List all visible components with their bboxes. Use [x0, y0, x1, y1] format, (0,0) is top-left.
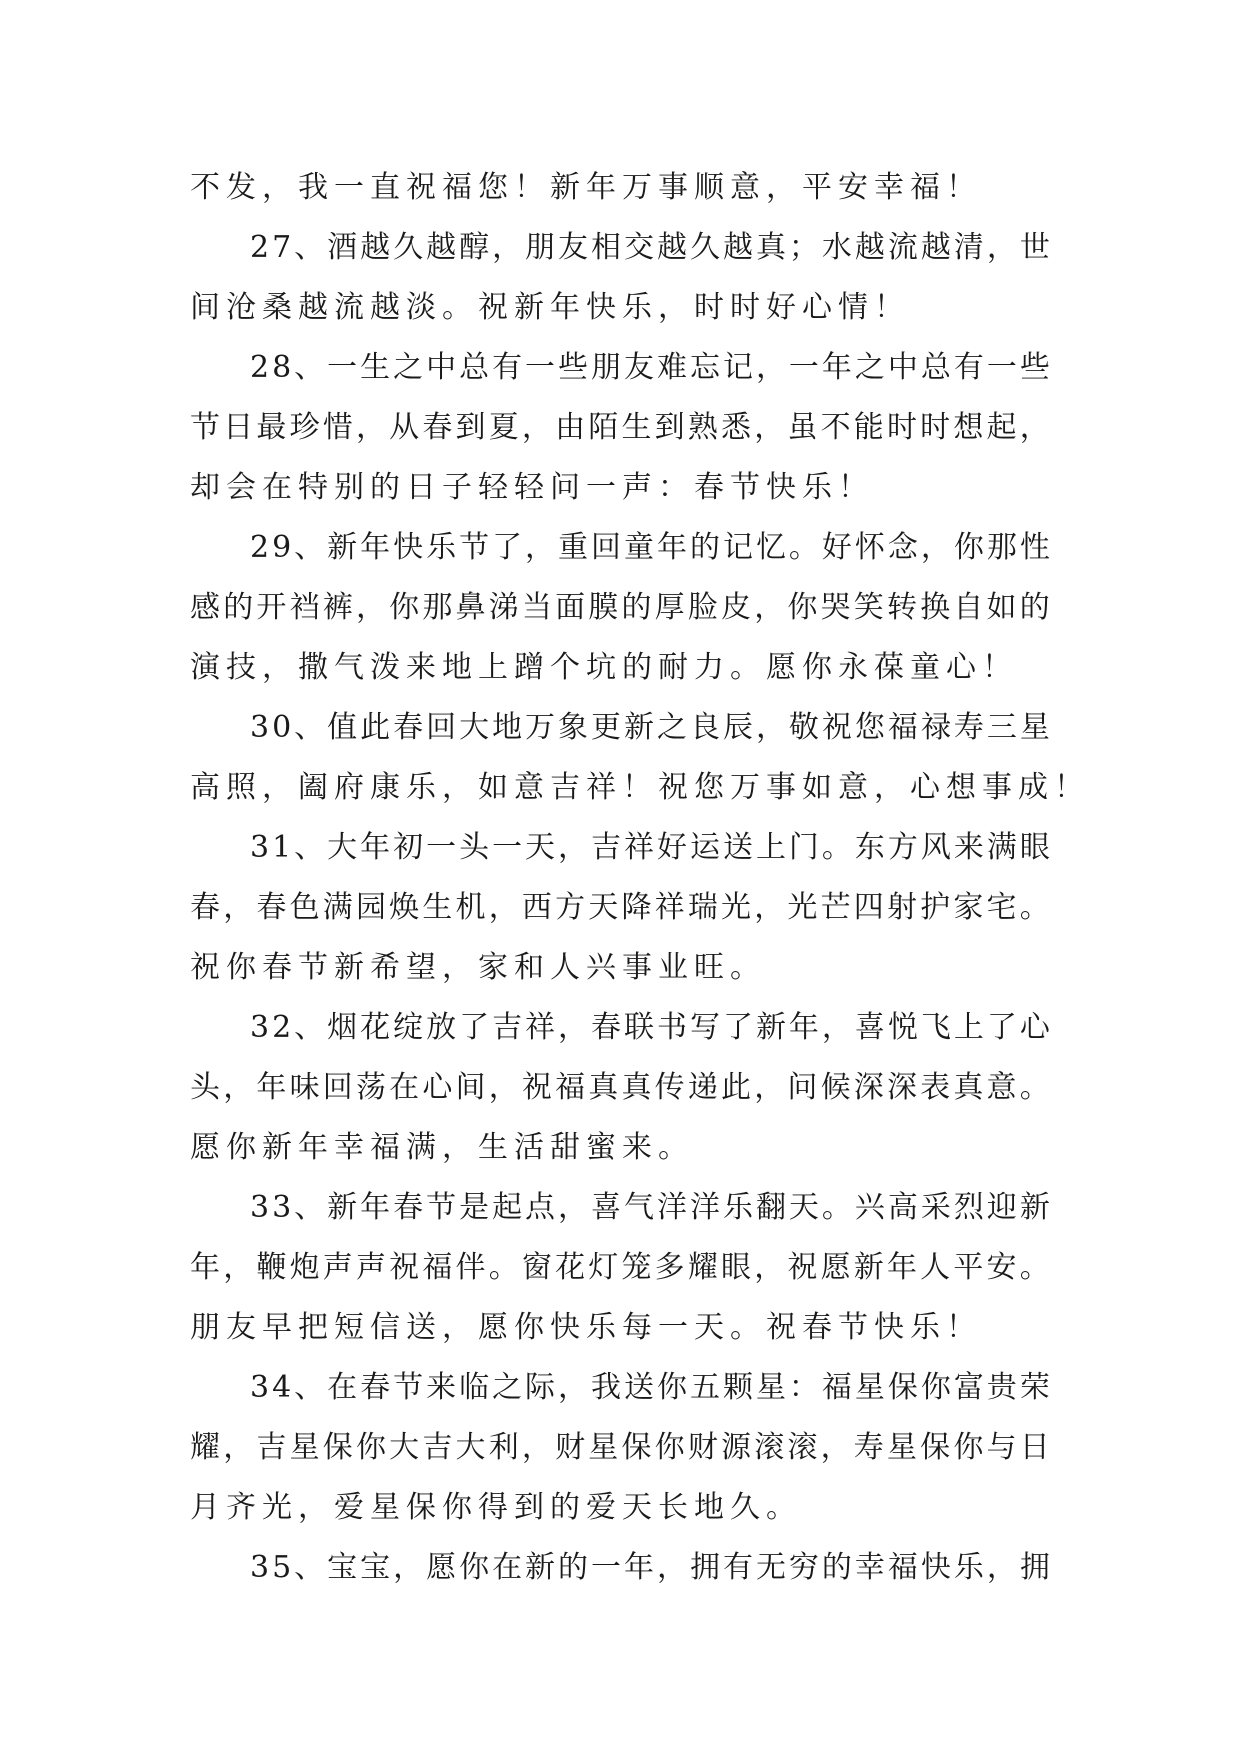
text-line: 2 7 、 酒 越 久 越 醇 ， 朋 友 相 交 越 久 越 真 ； 水 越 流 越 清 ， 世: [250, 230, 1050, 265]
text-line: 耀 ， 吉 星 保 你 大 吉 大 利 ， 财 星 保 你 财 源 滚 滚 ， 寿 星 保 你 与 日: [190, 1430, 1050, 1465]
text-line: 间沧桑越流越淡。祝新年快乐，时时好心情！: [190, 290, 910, 325]
text-line: 感 的 开 裆 裤 ， 你 那 鼻 涕 当 面 膜 的 厚 脸 皮 ， 你 哭 笑 转 换 自 如 的: [190, 590, 1050, 625]
text-line: 演技，撒气泼来地上蹭个坑的耐力。愿你永葆童心！: [190, 650, 1018, 685]
text-line: 却会在特别的日子轻轻问一声：春节快乐！: [190, 470, 874, 505]
paragraph: [190, 1358, 1050, 1538]
text-line: 3 2 、 烟 花 绽 放 了 吉 祥 ， 春 联 书 写 了 新 年 ， 喜 悦 飞 上 了 心: [250, 1010, 1050, 1045]
paragraph: [190, 1538, 1050, 1598]
paragraph: [190, 1178, 1050, 1358]
paragraph: [190, 698, 1090, 818]
paragraph: [190, 338, 1050, 518]
text-line: 高照，阖府康乐，如意吉祥！祝您万事如意，心想事成！: [190, 770, 1090, 805]
paragraph: [190, 518, 1050, 698]
text-line: 朋友早把短信送，愿你快乐每一天。祝春节快乐！: [190, 1310, 982, 1345]
paragraph: [190, 998, 1050, 1178]
text-line: 祝你春节新希望，家和人兴事业旺。: [190, 950, 766, 985]
document-body: [190, 158, 1090, 1598]
text-line: 不发，我一直祝福您！新年万事顺意，平安幸福！: [190, 170, 982, 205]
text-line: 3 4 、 在 春 节 来 临 之 际 ， 我 送 你 五 颗 星 ： 福 星 保 你 富 贵 荣: [250, 1370, 1050, 1405]
text-line: 3 3 、 新 年 春 节 是 起 点 ， 喜 气 洋 洋 乐 翻 天 。 兴 高 采 烈 迎 新: [250, 1190, 1050, 1225]
text-line: 春 ， 春 色 满 园 焕 生 机 ， 西 方 天 降 祥 瑞 光 ， 光 芒 四 射 护 家 宅 。: [190, 890, 1050, 925]
paragraph: [190, 218, 1050, 338]
text-line: 月齐光，爱星保你得到的爱天长地久。: [190, 1490, 802, 1525]
text-line: 头 ， 年 味 回 荡 在 心 间 ， 祝 福 真 真 传 递 此 ， 问 候 深 深 表 真 意 。: [190, 1070, 1050, 1105]
text-line: 3 0 、 值 此 春 回 大 地 万 象 更 新 之 良 辰 ， 敬 祝 您 福 禄 寿 三 星: [250, 710, 1050, 745]
paragraph: [190, 818, 1050, 998]
text-line: 节 日 最 珍 惜 ， 从 春 到 夏 ， 由 陌 生 到 熟 悉 ， 虽 不 能 时 时 想 起 ，: [190, 410, 1050, 445]
text-line: 愿你新年幸福满，生活甜蜜来。: [190, 1130, 694, 1165]
text-line: 3 5 、 宝 宝 ， 愿 你 在 新 的 一 年 ， 拥 有 无 穷 的 幸 福 快 乐 ， 拥: [250, 1550, 1050, 1585]
text-line: 年 ， 鞭 炮 声 声 祝 福 伴 。 窗 花 灯 笼 多 耀 眼 ， 祝 愿 新 年 人 平 安 。: [190, 1250, 1050, 1285]
text-line: 2 8 、 一 生 之 中 总 有 一 些 朋 友 难 忘 记 ， 一 年 之 中 总 有 一 些: [250, 350, 1050, 385]
text-line: 2 9 、 新 年 快 乐 节 了 ， 重 回 童 年 的 记 忆 。 好 怀 念 ， 你 那 性: [250, 530, 1050, 565]
paragraph: [190, 158, 1050, 218]
text-line: 3 1 、 大 年 初 一 头 一 天 ， 吉 祥 好 运 送 上 门 。 东 方 风 来 满 眼: [250, 830, 1050, 865]
